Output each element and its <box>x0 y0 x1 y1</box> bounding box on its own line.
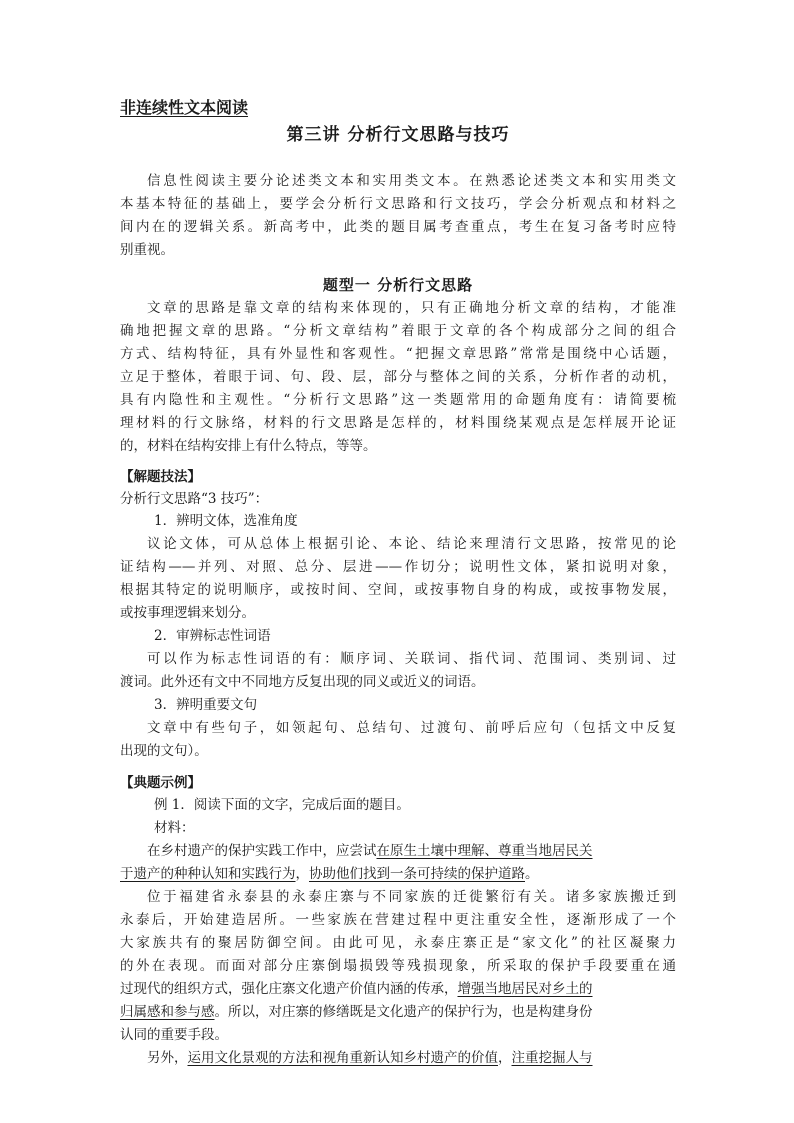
tip-2-line: 可以作为标志性词语的有：顺序词、关联词、指代词、范围词、类别词、过 <box>147 651 676 667</box>
material-label: 材料： <box>154 820 195 836</box>
material-line <box>120 978 676 1001</box>
type-paragraph-line: 确地把握文章的思路。“分析文章结构”着眼于文章的各个构成部分之间的组合 <box>120 323 676 339</box>
type-paragraph-line: 的，材料在结构安排上有什么特点，等等。 <box>120 438 377 454</box>
material-line <box>120 1001 676 1024</box>
tip-1-line: 或按事理逻辑来划分。 <box>120 605 255 621</box>
example-intro: 例 1．阅读下面的文字，完成后面的题目。 <box>154 797 410 813</box>
material-line: 永泰后，开始建造居所。一些家族在营建过程中更注重安全性，逐渐形成了一个 <box>120 912 676 928</box>
tip-1-line: 根据其特定的说明顺序，或按时间、空间，或按事物自身的构成，或按事物发展， <box>120 582 676 598</box>
tip-2-title: 2．审辨标志性词语 <box>154 628 271 644</box>
tip-2-line: 渡词。此外还有文中不同地方反复出现的同义或近义的词语。 <box>120 674 485 690</box>
underlined-text: 归属感和参与感 <box>120 1004 215 1020</box>
method-intro: 分析行文思路“3 技巧”： <box>120 491 269 507</box>
material-line <box>120 840 676 863</box>
material-line: 位于福建省永泰县的永泰庄寨与不同家族的迁徙繁衍有关。诸多家族搬迁到 <box>147 889 676 905</box>
lecture-title: 第三讲 分析行文思路与技巧 <box>286 125 510 145</box>
material-text: 过现代的组织方式，强化庄寨文化遗产价值内涵的传承， <box>120 981 458 997</box>
series-title: 非连续性文本阅读 <box>120 98 249 117</box>
material-line: 大家族共有的聚居防御空间。由此可见，永泰庄寨正是“家文化”的社区凝聚力 <box>120 935 676 951</box>
material-line: 认同的重要手段。 <box>120 1027 228 1043</box>
material-text: ， <box>295 866 309 882</box>
material-line <box>120 1047 676 1070</box>
tip-3-line: 出现的文句）。 <box>120 743 208 759</box>
tip-1-title: 1．辨明文体，选准角度 <box>154 513 298 529</box>
underlined-text: 协助他们找到一条可持续的保护道路 <box>309 866 525 882</box>
underlined-text: 在原生土壤中理解、尊重当地居民关 <box>376 843 593 859</box>
underlined-text: 注重挖掘人与 <box>511 1050 593 1066</box>
type-paragraph-line: 文章的思路是靠文章的结构来体现的，只有正确地分析文章的结构，才能准 <box>147 300 676 316</box>
underlined-text: 于遗产的种种认知和实践行为 <box>120 866 296 882</box>
tip-1-line: 议论文体，可从总体上根据引论、本论、结论来理清行文思路，按常见的论 <box>147 536 676 552</box>
method-heading: 【解题技法】 <box>120 469 201 485</box>
intro-line: 本基本特征的基础上，要学会分析行文思路和行文技巧，学会分析观点和材料之 <box>120 196 676 212</box>
tip-3-line: 文章中有些句子，如领起句、总结句、过渡句、前呼后应句（包括文中反复 <box>147 720 676 736</box>
type-paragraph-line: 具有内隐性和主观性。“分析行文思路”这一类题常用的命题角度有：请简要梳 <box>120 392 676 408</box>
underlined-text: 增强当地居民对乡土的 <box>457 981 593 997</box>
tip-3-title: 3．辨明重要文句 <box>154 697 258 713</box>
material-text: 。 <box>525 866 539 882</box>
material-text: 另外， <box>147 1050 188 1066</box>
intro-line: 间内在的逻辑关系。新高考中，此类的题目属考查重点，考生在复习备考时应特 <box>120 219 676 235</box>
type-title: 题型一 分析行文思路 <box>322 276 474 294</box>
example-heading: 【典题示例】 <box>120 775 201 791</box>
type-paragraph-line: 立足于整体，着眼于词、句、段、层，部分与整体之间的关系，分析作者的动机， <box>120 369 676 385</box>
intro-line: 别重视。 <box>120 242 174 258</box>
material-text: 。所以，对庄寨的修缮既是文化遗产的保护行为，也是构建身份 <box>214 1004 593 1020</box>
intro-line: 信息性阅读主要分论述类文本和实用类文本。在熟悉论述类文本和实用类文 <box>147 173 676 189</box>
material-text: 在乡村遗产的保护实践工作中，应尝试 <box>147 843 377 859</box>
underlined-text: 运用文化景观的方法和视角重新认知乡村遗产的价值 <box>187 1050 498 1066</box>
type-paragraph-line: 方式、结构特征，具有外显性和客观性。“把握文章思路”常常是围绕中心话题， <box>120 346 676 362</box>
material-line: 的外在表现。而面对部分庄寨倒塌损毁等残损现象，所采取的保护手段要重在通 <box>120 958 676 974</box>
material-line <box>120 863 676 886</box>
tip-1-line: 证结构——并列、对照、总分、层进——作切分；说明性文体，紧扣说明对象， <box>120 559 676 575</box>
material-text: ， <box>498 1050 512 1066</box>
type-paragraph-line: 理材料的行文脉络，材料的行文思路是怎样的，材料围绕某观点是怎样展开论证 <box>120 415 676 431</box>
